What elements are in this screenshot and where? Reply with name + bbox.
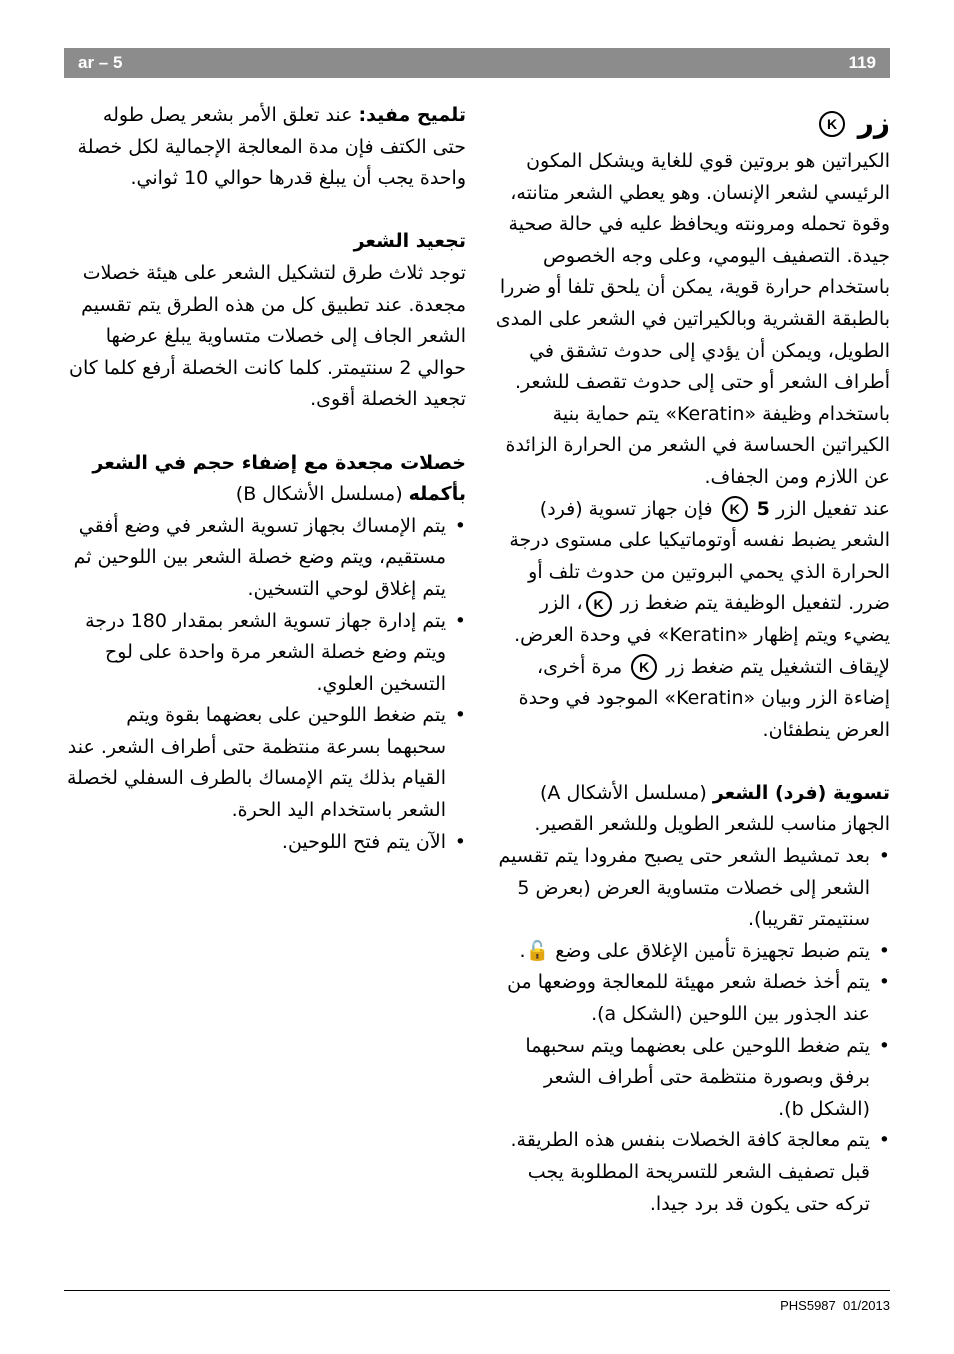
activation-text-4: مرة أخرى، إضاءة الزر وبيان «Keratin» الموجود في وحدة العرض ينطفئان.: [518, 655, 890, 741]
tip-label: تلميح مفيد:: [358, 104, 466, 126]
list-item: • يتم أخذ خصلة شعر مهيئة للمعالجة ووضعها من عند الجذور بين اللوحين (الشكل a).: [488, 967, 890, 1030]
list-item: • بعد تمشيط الشعر حتى يصبح مفرودا يتم تقسيم الشعر إلى خصلات متساوية العرض (بعرض 5 سنتيمتر تقريبا).: [488, 841, 890, 936]
left-column: [64, 100, 466, 858]
section-title-text: زر: [857, 106, 890, 139]
list-item: • يتم إدارة جهاز تسوية الشعر بمقدار 180 درجة ويتم وضع خصلة الشعر مرة واحدة على لوح التسخين العلوي.: [64, 606, 466, 701]
section-title: [488, 100, 890, 146]
straighten-heading: تسوية (فرد) الشعر: [712, 781, 890, 804]
volume-heading-line: [64, 448, 466, 511]
list-item: • يتم معالجة كافة الخصلات بنفس هذه الطريقة. قبل تصفيف الشعر للتسريحة المطلوبة يجب تركه حتى يكون قد برد جيدا.: [488, 1125, 890, 1220]
k-button-icon: K: [819, 111, 845, 137]
activation-text-2: فإن جهاز تسوية (فرد) الشعر يضبط نفسه أوتوماتيكيا على مستوى درجة الحرارة الذي يحمي البروتين من حدوث تلف أو ضرر. لتفعيل الوظيفة يتم ضغط زر: [509, 497, 890, 615]
volume-heading: خصلات مجعدة مع إضفاء حجم في الشعر بأكمله: [92, 451, 466, 506]
keratin-activation: [488, 494, 890, 747]
activation-text-1: عند تفعيل الزر: [775, 497, 890, 520]
list-item: • يتم ضبط تجهيزة تأمين الإغلاق على وضع 🔓.: [488, 936, 890, 968]
straighten-steps: [488, 841, 890, 1220]
straighten-figure-ref: (مسلسل الأشكال A): [539, 781, 707, 804]
k-button-icon: K: [586, 591, 612, 617]
straighten-intro: الجهاز مناسب للشعر الطويل وللشعر القصير.: [534, 813, 890, 836]
list-item: • الآن يتم فتح اللوحين.: [64, 827, 466, 859]
list-item: • يتم ضغط اللوحين على بعضهما بقوة ويتم سحبهما بسرعة منتظمة حتى أطراف الشعر. عند القيام بذلك يتم الإمساك بالطرف السفلي لخصلة الشعر باستخدام اليد الحرة.: [64, 700, 466, 826]
k-button-icon: K: [631, 654, 657, 680]
k-button-icon: K: [722, 496, 748, 522]
volume-steps: [64, 511, 466, 859]
tip-paragraph: [64, 100, 466, 195]
curl-text: توجد ثلاث طرق لتشكيل الشعر على هيئة خصلات مجعدة. عند تطبيق كل من هذه الطرق يتم تقسيم الشعر الجاف إلى خصلات متساوية يبلغ عرضها حوالي 2 سنتيمتر. كلما كانت الخصلة أرفع كلما كان تجعيد الخصلة أقوى.: [69, 261, 466, 411]
keratin-intro: الكيراتين هو بروتين قوي للغاية ويشكل المكون الرئيسي لشعر الإنسان. وهو يعطي الشعر متانته، وقوة تحمله ومرونته ويحافظ عليه في حالة صحية جيدة. التصفيف اليومي، وعلى وجه الخصوص باستخدام حرارة قوية، يمكن أن يلحق تلفا أو ضررا بالطبقة القشرية وبالكيراتين في الشعر على المدى الطويل، ويمكن أن يؤدي إلى حدوث تشقق في أطراف الشعر أو حتى إلى حدوث تقصف للشعر.: [495, 150, 890, 394]
section-label: ar – 5: [78, 53, 123, 72]
footer-divider: [64, 1290, 890, 1291]
volume-figure-ref: (مسلسل الأشكال B): [235, 483, 403, 506]
curl-heading: تجعيد الشعر: [353, 230, 466, 253]
footer-date: 01/2013: [843, 1298, 890, 1313]
page-number: 119: [848, 53, 876, 72]
activation-button-number: 5: [756, 497, 770, 520]
tip-text: عند تعلق الأمر بشعر يصل طوله حتى الكتف فإن مدة المعالجة الإجمالية لكل خصلة واحدة يجب أن يبلغ قدرها حوالي 10 ثواني.: [77, 104, 466, 190]
footer-code: PHS5987: [780, 1298, 836, 1313]
keratin-function: باستخدام وظيفة «Keratin» يتم حماية بنية الكيراتين الحساسة في الشعر من الحرارة الزائدة عن اللازم ومن الجفاف.: [505, 402, 890, 488]
activation-text-3: ، الزر يضيء ويتم إظهار «Keratin» في وحدة العرض. لإيقاف التشغيل يتم ضغط زر: [514, 592, 890, 678]
straighten-heading-line: [488, 778, 890, 810]
page-header-bar: [64, 48, 890, 78]
right-column: [488, 100, 890, 1220]
list-item: • يتم ضغط اللوحين على بعضهما ويتم سحبهما برفق وبصورة منتظمة حتى أطراف الشعر (الشكل b).: [488, 1031, 890, 1126]
list-item: • يتم الإمساك بجهاز تسوية الشعر في وضع أفقي مستقيم، ويتم وضع خصلة الشعر بين اللوحين ثم يتم إغلاق لوحي التسخين.: [64, 511, 466, 606]
footer: [780, 1298, 890, 1313]
